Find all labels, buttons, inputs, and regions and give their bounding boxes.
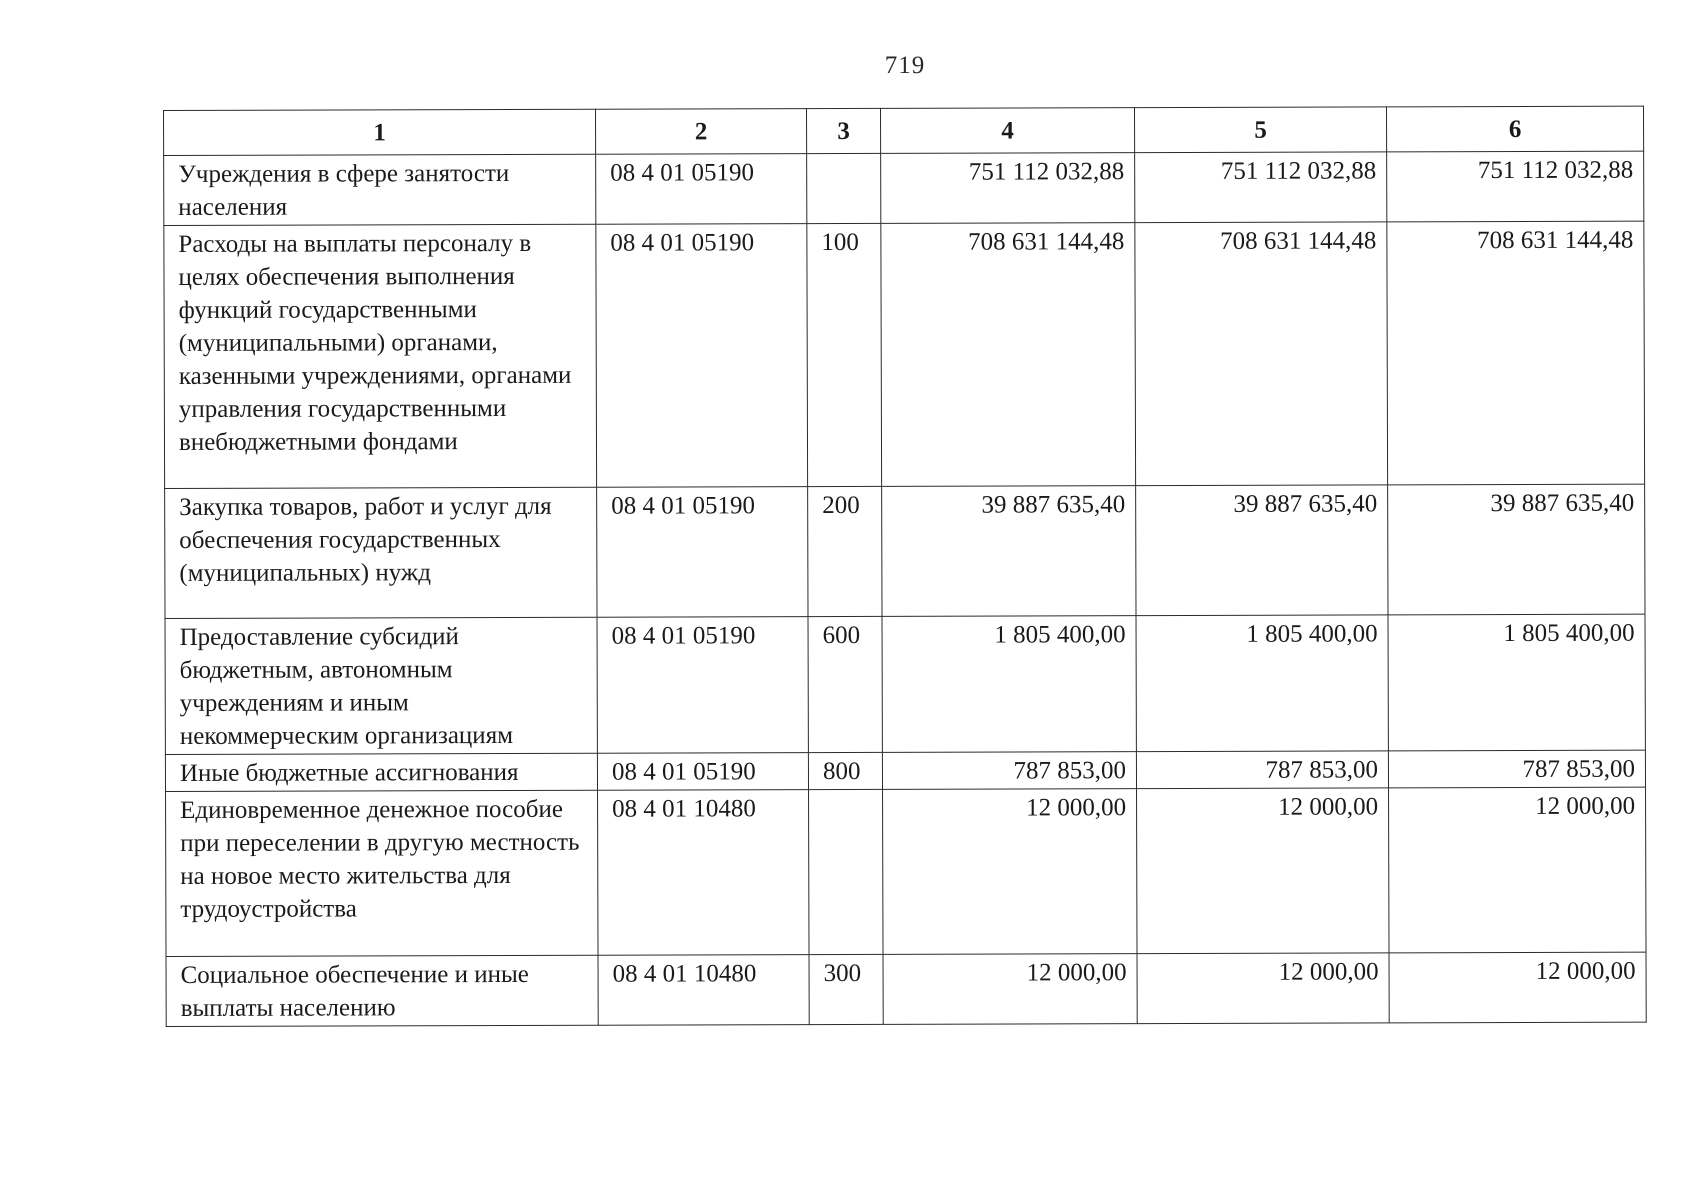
row-amount-col4: 787 853,00 — [882, 752, 1136, 790]
row-amount-col5: 787 853,00 — [1136, 751, 1388, 789]
row-amount-col6: 708 631 144,48 — [1387, 221, 1645, 485]
table-row — [164, 221, 1645, 488]
table-header-row — [164, 106, 1644, 155]
table-row — [165, 484, 1645, 618]
row-expense-type — [809, 789, 883, 954]
row-amount-col6: 39 887 635,40 — [1388, 484, 1645, 615]
table-row — [166, 787, 1646, 956]
row-amount-col5: 1 805 400,00 — [1136, 615, 1388, 752]
row-amount-col5: 12 000,00 — [1137, 788, 1389, 954]
row-amount-col6: 12 000,00 — [1389, 952, 1646, 1023]
row-name: Учреждения в сфере занятости населения — [164, 154, 596, 225]
row-name: Закупка товаров, работ и услуг для обеспечения государственных (муниципальных) нужд — [165, 487, 597, 618]
table-row — [166, 952, 1646, 1026]
row-name: Расходы на выплаты персоналу в целях обеспечения выполнения функций государственными (муниципальными) органами, казенными учреждениями, органами управления государственными внебюджетными фондами — [164, 224, 597, 488]
row-amount-col6: 751 112 032,88 — [1387, 151, 1644, 222]
row-name: Иные бюджетные ассигнования — [165, 753, 597, 791]
row-amount-col4: 751 112 032,88 — [881, 153, 1135, 224]
row-code: 08 4 01 05190 — [596, 224, 808, 488]
table-row — [165, 750, 1645, 791]
row-code: 08 4 01 05190 — [597, 753, 808, 791]
row-code: 08 4 01 10480 — [598, 955, 809, 1026]
row-expense-type: 600 — [808, 616, 882, 752]
row-code: 08 4 01 10480 — [598, 790, 809, 956]
row-amount-col4: 1 805 400,00 — [882, 616, 1136, 753]
row-amount-col6: 1 805 400,00 — [1388, 614, 1645, 751]
row-expense-type: 200 — [808, 486, 882, 616]
row-amount-col4: 708 631 144,48 — [881, 223, 1136, 487]
header-col-6: 6 — [1386, 106, 1643, 152]
row-expense-type: 800 — [808, 752, 882, 789]
row-expense-type: 100 — [807, 223, 882, 486]
table-row — [164, 151, 1644, 225]
row-code: 08 4 01 05190 — [597, 617, 808, 754]
row-code: 08 4 01 05190 — [597, 487, 808, 618]
header-col-2: 2 — [595, 109, 806, 155]
row-amount-col6: 12 000,00 — [1389, 787, 1646, 953]
row-expense-type: 300 — [809, 954, 883, 1024]
row-name: Единовременное денежное пособие при переселении в другую местность на новое место жительства для трудоустройства — [166, 790, 598, 956]
header-col-1: 1 — [164, 109, 596, 155]
row-amount-col4: 39 887 635,40 — [882, 486, 1136, 617]
row-amount-col4: 12 000,00 — [883, 954, 1137, 1025]
row-amount-col5: 39 887 635,40 — [1136, 485, 1388, 616]
row-name: Предоставление субсидий бюджетным, автономным учреждениям и иным некоммерческим организациям — [165, 617, 597, 754]
row-amount-col5: 708 631 144,48 — [1135, 222, 1388, 486]
row-amount-col4: 12 000,00 — [883, 789, 1137, 955]
header-col-3: 3 — [806, 108, 880, 153]
header-col-5: 5 — [1134, 107, 1386, 153]
row-amount-col5: 751 112 032,88 — [1135, 152, 1387, 223]
header-col-4: 4 — [880, 108, 1134, 154]
row-code: 08 4 01 05190 — [596, 154, 807, 225]
row-name: Социальное обеспечение и иные выплаты населению — [166, 955, 598, 1026]
table-row — [165, 614, 1645, 754]
budget-table — [163, 106, 1647, 1027]
row-amount-col5: 12 000,00 — [1137, 953, 1389, 1024]
row-expense-type — [807, 153, 881, 223]
page-number: 719 — [884, 52, 926, 79]
row-amount-col6: 787 853,00 — [1388, 750, 1645, 788]
